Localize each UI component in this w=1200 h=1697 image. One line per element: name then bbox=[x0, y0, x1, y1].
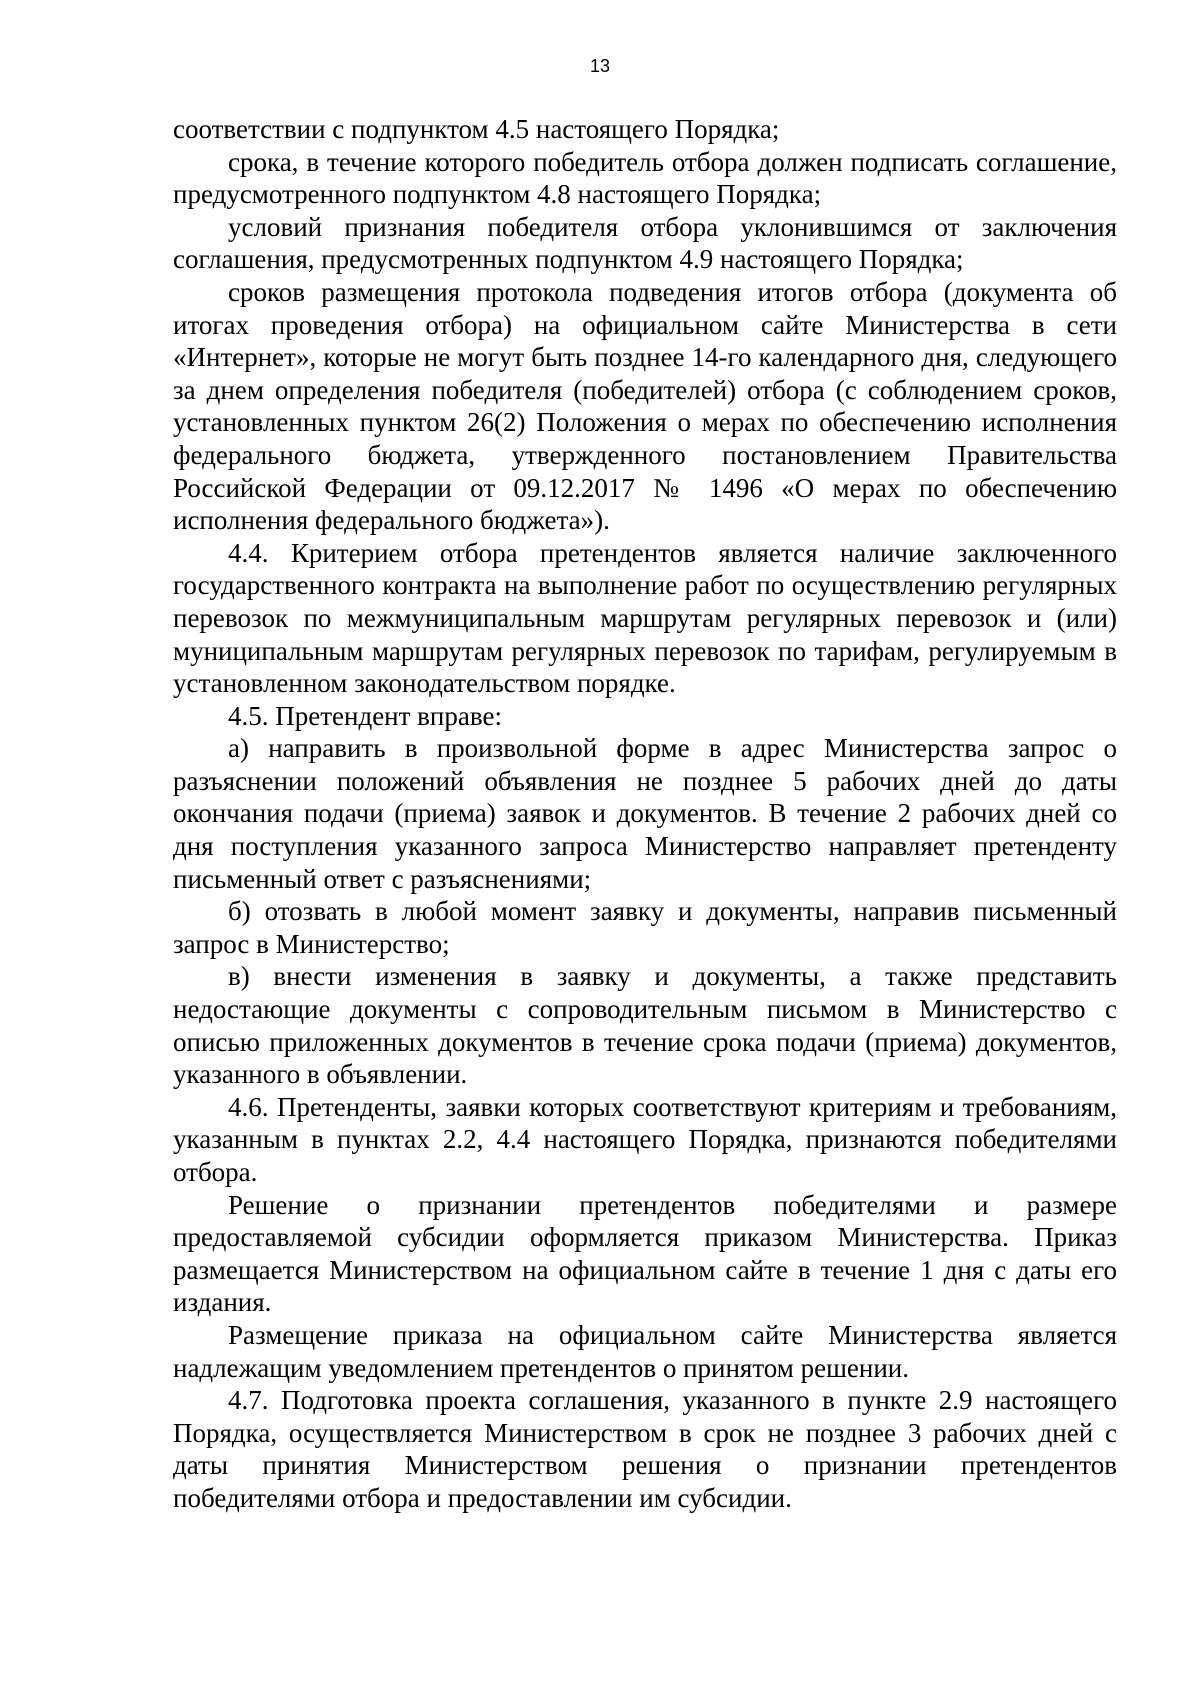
paragraph: 4.7. Подготовка проекта соглашения, указанного в пункте 2.9 настоящего Порядка, осуществляется Министерством в срок не позднее 3 рабочих дней с даты принятия Министерством решения о признании претендентов победителями отбора и предоставлении им субсидии. bbox=[173, 1385, 1117, 1513]
paragraph: 4.4. Критерием отбора претендентов является наличие заключенного государственного контракта на выполнение работ по осуществлению регулярных перевозок по межмуниципальным маршрутам регулярных перевозок и (или) муниципальным маршрутам регулярных перевозок по тарифам, регулируемым в установленном законодательством порядке. bbox=[173, 537, 1117, 699]
page-number: 13 bbox=[589, 56, 611, 76]
paragraph: сроков размещения протокола подведения итогов отбора (документа об итогах проведения отбора) на официальном сайте Министерства в сети «Интернет», которые не могут быть позднее 14-го календарного дня, следующего за днем определения победителя (победителей) отбора (с соблюдением сроков, установленных пунктом 26(2) Положения о мерах по обеспечению исполнения федерального бюджета, утвержденного постановлением Правительства Российской Федерации от 09.12.2017 № 1496 «О мерах по обеспечению исполнения федерального бюджета»). bbox=[173, 276, 1117, 536]
paragraph: соответствии с подпунктом 4.5 настоящего Порядка; bbox=[173, 114, 780, 144]
paragraph: условий признания победителя отбора уклонившимся от заключения соглашения, предусмотренных подпунктом 4.9 настоящего Порядка; bbox=[173, 211, 1117, 275]
paragraph: срока, в течение которого победитель отбора должен подписать соглашение, предусмотренного подпунктом 4.8 настоящего Порядка; bbox=[173, 146, 1117, 210]
paragraph: в) внести изменения в заявку и документы, а также представить недостающие документы с сопроводительным письмом в Министерство с описью приложенных документов в течение срока подачи (приема) документов, указанного в объявлении. bbox=[173, 961, 1117, 1090]
paragraph: 4.6. Претенденты, заявки которых соответствуют критериям и требованиям, указанным в пунктах 2.2, 4.4 настоящего Порядка, признаются победителями отбора. bbox=[173, 1091, 1117, 1187]
document-body bbox=[173, 113, 1117, 1515]
paragraph: Решение о признании претендентов победителями и размере предоставляемой субсидии оформляется приказом Министерства. Приказ размещается Министерством на официальном сайте в течение 1 дня с даты его издания. bbox=[173, 1189, 1117, 1318]
paragraph: б) отозвать в любой момент заявку и документы, направив письменный запрос в Министерство; bbox=[173, 896, 1117, 959]
paragraph: 4.5. Претендент вправе: bbox=[228, 700, 502, 731]
paragraph: Размещение приказа на официальном сайте Министерства является надлежащим уведомлением претендентов о принятом решении. bbox=[173, 1319, 1117, 1383]
paragraph: а) направить в произвольной форме в адрес Министерства запрос о разъяснении положений объявления не позднее 5 рабочих дней до даты окончания подачи (приема) заявок и документов. В течение 2 рабочих дней со дня поступления указанного запроса Министерство направляет претенденту письменный ответ с разъяснениями; bbox=[173, 733, 1117, 894]
